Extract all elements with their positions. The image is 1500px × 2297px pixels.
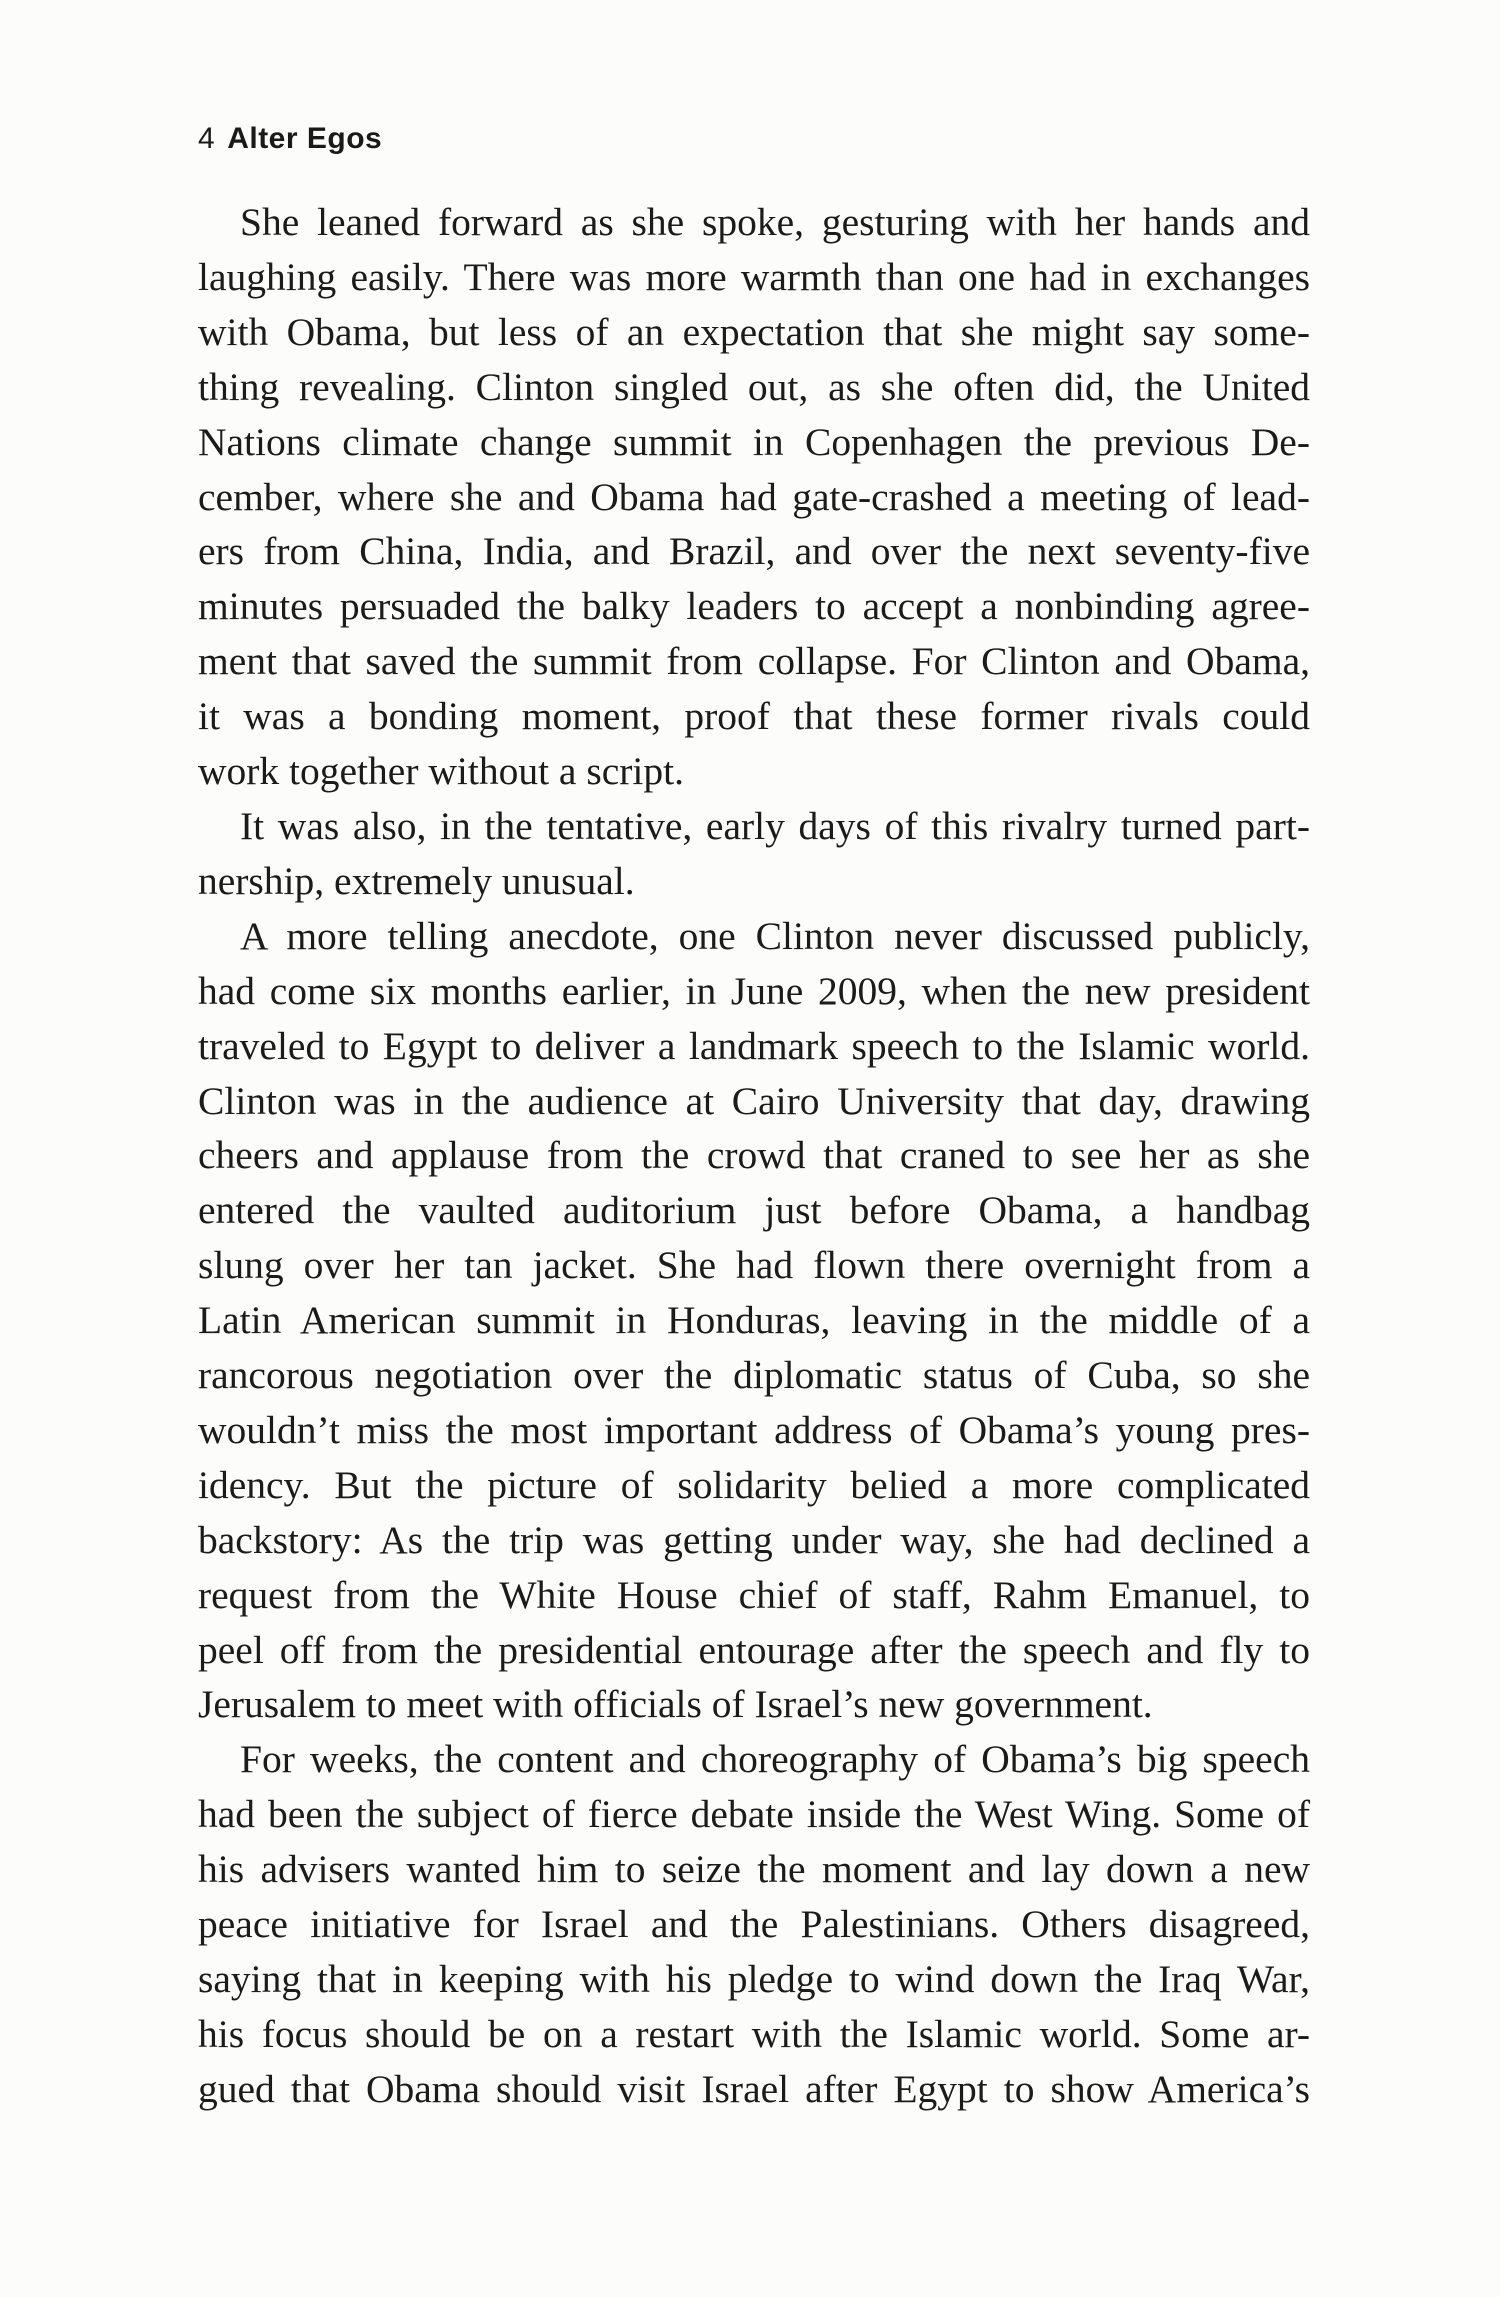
text-line: gued that Obama should visit Israel after Egypt to show America’s [198,2066,1310,2111]
text-line: entered the vaulted auditorium just before Obama, a handbag [198,1188,1310,1233]
text-line: Latin American summit in Honduras, leaving in the middle of a [198,1298,1310,1343]
text-line: saying that in keeping with his pledge to wind down the Iraq War, [198,1957,1310,2001]
running-title: Alter Egos [227,122,383,155]
text-line: it was a bonding moment, proof that these former rivals could [198,694,1310,739]
text-line: She leaned forward as she spoke, gesturing with her hands and [240,200,1310,244]
text-line: cheers and applause from the crowd that craned to see her as she [198,1133,1310,1178]
body-text [198,195,1310,2117]
text-line: traveled to Egypt to deliver a landmark speech to the Islamic world. [198,1023,1310,1068]
text-line: request from the White House chief of staff, Rahm Emanuel, to [198,1572,1310,1617]
text-line: rancorous negotiation over the diplomatic status of Cuba, so she [198,1353,1310,1398]
text-line: ment that saved the summit from collapse. For Clinton and Obama, [198,639,1310,684]
text-line: Clinton was in the audience at Cairo University that day, drawing [198,1078,1310,1123]
paragraph [198,195,1310,799]
text-line: wouldn’t miss the most important address of Obama’s young pres- [198,1407,1310,1452]
text-line: Jerusalem to meet with officials of Israel’s new government. [198,1682,1153,1727]
running-head [198,122,382,156]
text-line: with Obama, but less of an expectation that she might say some- [198,309,1310,354]
text-line: It was also, in the tentative, early days of this rivalry turned part- [240,803,1310,848]
text-line: nership, extremely unusual. [198,858,635,903]
text-line: idency. But the picture of solidarity belied a more complicated [198,1462,1310,1507]
text-line: minutes persuaded the balky leaders to accept a nonbinding agree- [198,584,1310,629]
text-line: peace initiative for Israel and the Palestinians. Others disagreed, [198,1902,1310,1947]
text-line: Nations climate change summit in Copenhagen the previous De- [198,419,1310,464]
text-line: had been the subject of fierce debate inside the West Wing. Some of [198,1792,1310,1837]
text-line: ers from China, India, and Brazil, and over the next seventy-five [198,529,1310,574]
text-line: slung over her tan jacket. She had flown there overnight from a [198,1243,1310,1288]
text-line: For weeks, the content and choreography of Obama’s big speech [240,1737,1310,1782]
paragraph [198,909,1310,1733]
paragraph [198,1732,1310,2116]
text-line: his focus should be on a restart with the Islamic world. Some ar- [198,2011,1310,2056]
text-line: backstory: As the trip was getting under way, she had declined a [198,1517,1310,1562]
text-line: work together without a script. [198,749,684,794]
text-line: peel off from the presidential entourage after the speech and fly to [198,1627,1310,1672]
paragraph [198,799,1310,909]
text-line: laughing easily. There was more warmth than one had in exchanges [198,254,1310,299]
text-line: thing revealing. Clinton singled out, as she often did, the United [198,364,1310,409]
text-line: cember, where she and Obama had gate-crashed a meeting of lead- [198,474,1310,519]
text-line: had come six months earlier, in June 2009, when the new president [198,968,1310,1013]
text-line: his advisers wanted him to seize the moment and lay down a new [198,1847,1310,1892]
text-line: A more telling anecdote, one Clinton never discussed publicly, [240,913,1310,958]
page-number: 4 [198,122,216,155]
